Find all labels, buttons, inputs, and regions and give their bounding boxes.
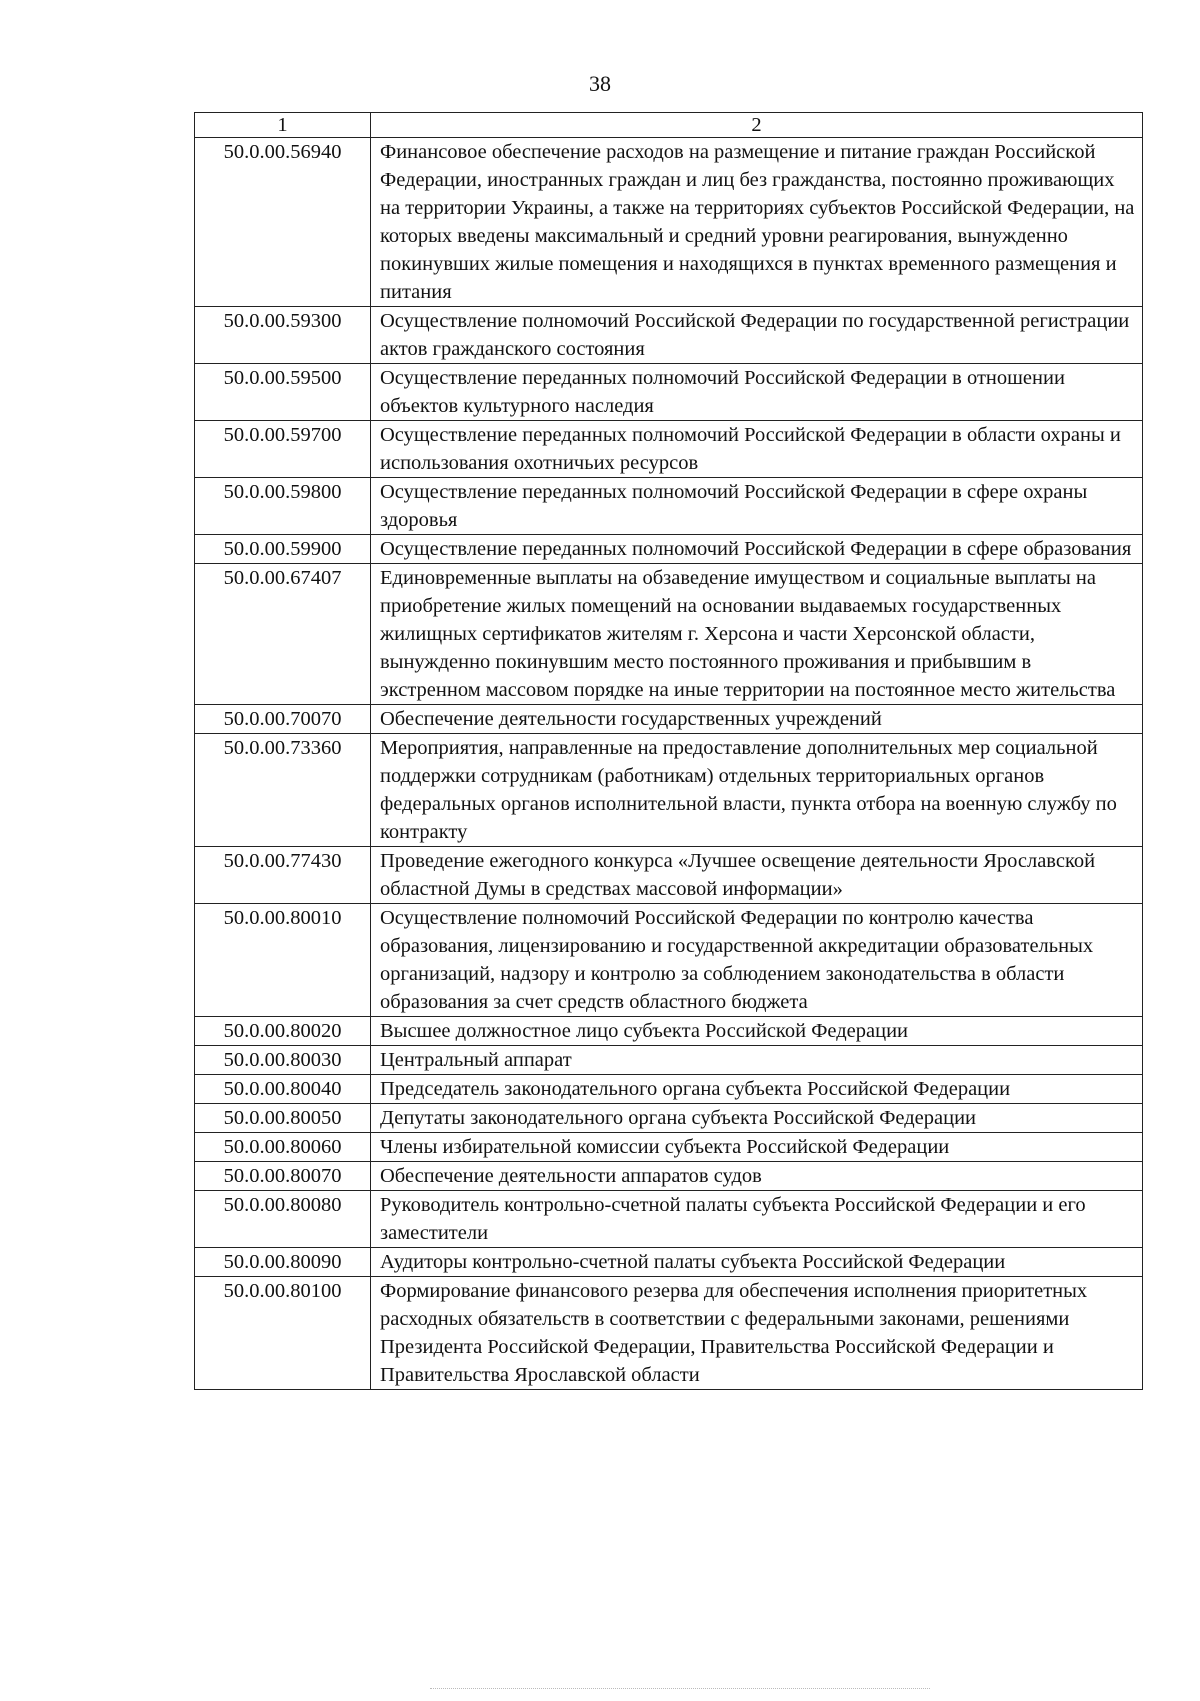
table-row <box>195 904 1143 1017</box>
table-row <box>195 1277 1143 1390</box>
table-row <box>195 1075 1143 1104</box>
row-description: Финансовое обеспечение расходов на размещение и питание граждан Российской Федерации, иностранных граждан и лиц без гражданства, постоянно проживающих на территории Украины, а также на территориях субъектов Российской Федерации, на которых введены максимальный и средний уровни реагирования, вынужденно покинувших жилые помещения и находящихся в пунктах временного размещения и питания <box>371 138 1143 307</box>
row-description: Члены избирательной комиссии субъекта Российской Федерации <box>371 1133 1143 1162</box>
row-description: Центральный аппарат <box>371 1046 1143 1075</box>
table-row <box>195 1046 1143 1075</box>
page-number: 38 <box>589 71 611 96</box>
table-row <box>195 421 1143 478</box>
table-row <box>195 1248 1143 1277</box>
row-description: Осуществление переданных полномочий Российской Федерации в сфере охраны здоровья <box>371 478 1143 535</box>
row-code: 50.0.00.80080 <box>195 1191 371 1248</box>
row-description: Формирование финансового резерва для обеспечения исполнения приоритетных расходных обязательств в соответствии с федеральными законами, решениями Президента Российской Федерации, Правительства Российской Федерации и Правительства Ярославской области <box>371 1277 1143 1390</box>
table-row <box>195 364 1143 421</box>
row-description: Обеспечение деятельности государственных учреждений <box>371 705 1143 734</box>
table-row <box>195 1191 1143 1248</box>
table-row <box>195 307 1143 364</box>
row-description: Осуществление переданных полномочий Российской Федерации в отношении объектов культурного наследия <box>371 364 1143 421</box>
row-code: 50.0.00.80100 <box>195 1277 371 1390</box>
row-code: 50.0.00.67407 <box>195 564 371 705</box>
row-code: 50.0.00.80020 <box>195 1017 371 1046</box>
table-row <box>195 1162 1143 1191</box>
row-code: 50.0.00.80060 <box>195 1133 371 1162</box>
row-code: 50.0.00.70070 <box>195 705 371 734</box>
row-description: Проведение ежегодного конкурса «Лучшее освещение деятельности Ярославской областной Думы в средствах массовой информации» <box>371 847 1143 904</box>
row-code: 50.0.00.80090 <box>195 1248 371 1277</box>
row-code: 50.0.00.80030 <box>195 1046 371 1075</box>
table-row <box>195 1017 1143 1046</box>
budget-codes-table <box>194 112 1143 1390</box>
row-description: Председатель законодательного органа субъекта Российской Федерации <box>371 1075 1143 1104</box>
row-code: 50.0.00.59300 <box>195 307 371 364</box>
table-row <box>195 564 1143 705</box>
row-description: Руководитель контрольно-счетной палаты субъекта Российской Федерации и его заместители <box>371 1191 1143 1248</box>
table-row <box>195 535 1143 564</box>
row-code: 50.0.00.56940 <box>195 138 371 307</box>
table-row <box>195 138 1143 307</box>
row-code: 50.0.00.59900 <box>195 535 371 564</box>
table-row <box>195 1104 1143 1133</box>
row-code: 50.0.00.73360 <box>195 734 371 847</box>
row-description: Обеспечение деятельности аппаратов судов <box>371 1162 1143 1191</box>
row-code: 50.0.00.80050 <box>195 1104 371 1133</box>
row-description: Аудиторы контрольно-счетной палаты субъекта Российской Федерации <box>371 1248 1143 1277</box>
row-code: 50.0.00.80040 <box>195 1075 371 1104</box>
row-description: Высшее должностное лицо субъекта Российской Федерации <box>371 1017 1143 1046</box>
row-description: Мероприятия, направленные на предоставление дополнительных мер социальной поддержки сотрудникам (работникам) отдельных территориальных органов федеральных органов исполнительной власти, пункта отбора на военную службу по контракту <box>371 734 1143 847</box>
table-header-row <box>195 113 1143 138</box>
column-header-description: 2 <box>371 113 1143 138</box>
table-row <box>195 705 1143 734</box>
table-row <box>195 478 1143 535</box>
row-code: 50.0.00.59700 <box>195 421 371 478</box>
scan-artifact-line <box>430 1688 930 1691</box>
table-row <box>195 1133 1143 1162</box>
row-description: Осуществление переданных полномочий Российской Федерации в области охраны и использования охотничьих ресурсов <box>371 421 1143 478</box>
row-code: 50.0.00.59500 <box>195 364 371 421</box>
table-row <box>195 847 1143 904</box>
row-code: 50.0.00.80010 <box>195 904 371 1017</box>
column-header-code: 1 <box>195 113 371 138</box>
row-description: Депутаты законодательного органа субъекта Российской Федерации <box>371 1104 1143 1133</box>
row-description: Осуществление полномочий Российской Федерации по государственной регистрации актов гражданского состояния <box>371 307 1143 364</box>
row-code: 50.0.00.59800 <box>195 478 371 535</box>
row-description: Осуществление полномочий Российской Федерации по контролю качества образования, лицензированию и государственной аккредитации образовательных организаций, надзору и контролю за соблюдением законодательства в области образования за счет средств областного бюджета <box>371 904 1143 1017</box>
row-code: 50.0.00.77430 <box>195 847 371 904</box>
row-description: Единовременные выплаты на обзаведение имуществом и социальные выплаты на приобретение жилых помещений на основании выдаваемых государственных жилищных сертификатов жителям г. Херсона и части Херсонской области, вынужденно покинувшим место постоянного проживания и прибывшим в экстренном массовом порядке на иные территории на постоянное место жительства <box>371 564 1143 705</box>
row-code: 50.0.00.80070 <box>195 1162 371 1191</box>
table-row <box>195 734 1143 847</box>
row-description: Осуществление переданных полномочий Российской Федерации в сфере образования <box>371 535 1143 564</box>
